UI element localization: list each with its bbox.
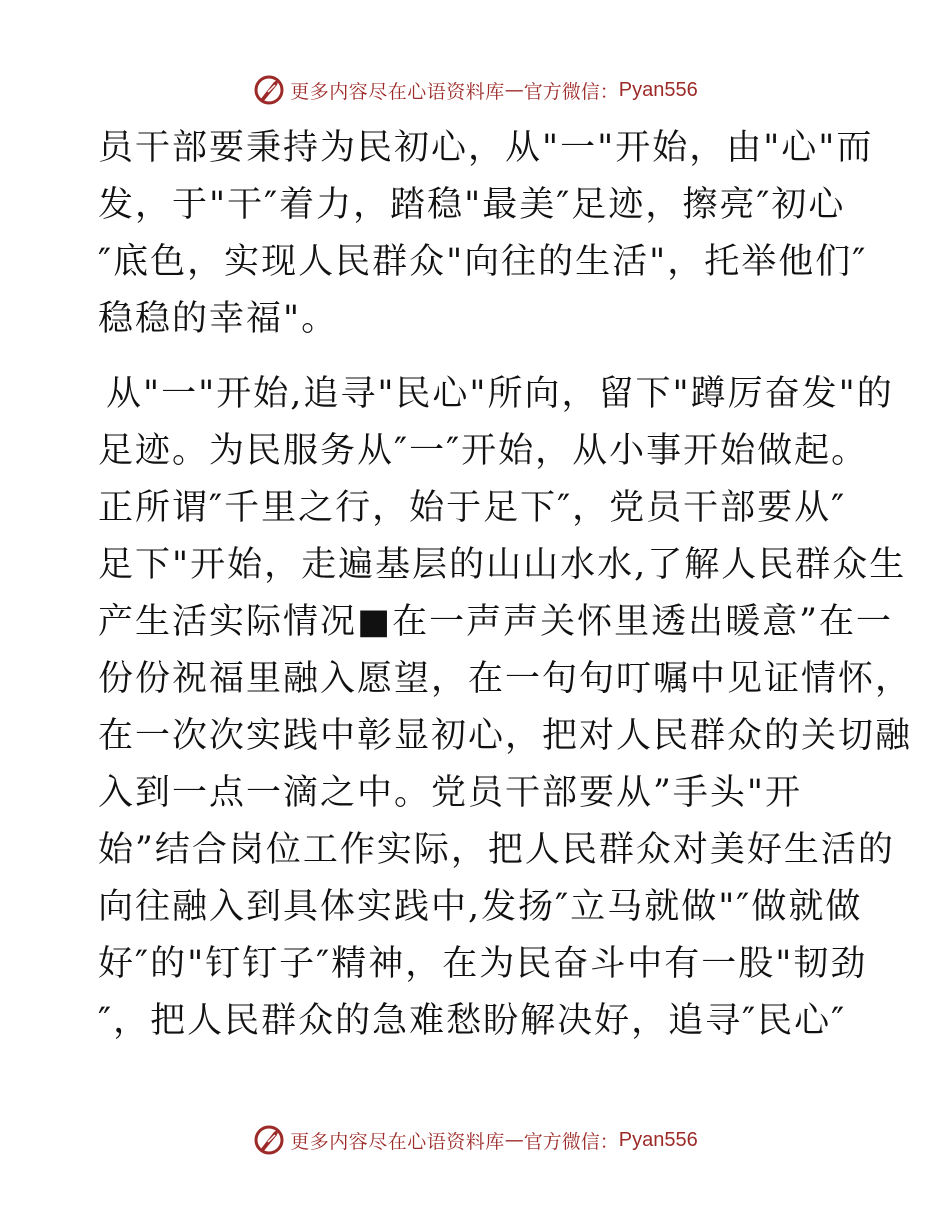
- header-separator: —: [504, 79, 524, 101]
- text-line: 产生活实际情况■在一声声关怀里透出暖意”在一: [98, 602, 893, 642]
- text-line: ″底色，实现人民群众"向往的生活"，托举他们″: [98, 242, 868, 282]
- paragraph-1: [98, 120, 874, 348]
- text-line: 向往融入到具体实践中,发扬″立马就做"″做就做: [98, 887, 863, 927]
- footer-wechat-label: 官方微信：: [523, 1130, 619, 1153]
- footer-wechat-id: Pyan556: [618, 1128, 698, 1151]
- text-line: 始”结合岗位工作实际，把人民群众对美好生活的: [98, 830, 895, 870]
- header-banner: [0, 70, 950, 110]
- text-line: 正所谓″千里之行，始于足下″，党员干部要从″: [98, 488, 847, 528]
- document-body: [98, 120, 913, 1050]
- header-wechat-id: Pyan556: [618, 78, 698, 101]
- text-line: ″，把人民群众的急难愁盼解决好，追寻″民心″: [98, 1001, 847, 1041]
- footer-separator: —: [504, 1129, 524, 1151]
- text-line: 份份祝福里融入愿望，在一句句叮嘱中见证情怀，: [98, 659, 913, 699]
- text-line: 入到一点一滴之中。党员干部要从”手头"开: [98, 773, 802, 813]
- text-line: 稳稳的幸福"。: [98, 299, 339, 339]
- text-line: 好″的"钉钉子″精神，在为民奋斗中有一股"韧劲: [98, 944, 868, 984]
- quill-pen-circle-icon: [252, 1123, 286, 1157]
- paragraph-2: [98, 366, 913, 1050]
- text-line: 在一次次实践中彰显初心，把对人民群众的关切融: [98, 716, 913, 756]
- paragraph-gap: [98, 348, 858, 366]
- footer-banner: [0, 1120, 950, 1160]
- footer-site-text: 更多内容尽在心语资料库: [290, 1130, 505, 1153]
- text-line: 员干部要秉持为民初心，从"一"开始，由"心"而: [98, 128, 874, 168]
- text-line: 发，于"干″着力，踏稳"最美″足迹，擦亮″初心: [98, 185, 846, 225]
- header-site-text: 更多内容尽在心语资料库: [290, 80, 505, 103]
- quill-pen-circle-icon: [252, 73, 286, 107]
- text-line: 足下"开始，走遍基层的山山水水,了解人民群众生: [98, 545, 907, 585]
- text-line: 从"一"开始,追寻"民心"所向，留下"蹲厉奋发"的: [106, 374, 894, 414]
- text-line: 足迹。为民服务从″一″开始，从小事开始做起。: [98, 431, 869, 471]
- header-wechat-label: 官方微信：: [523, 80, 619, 103]
